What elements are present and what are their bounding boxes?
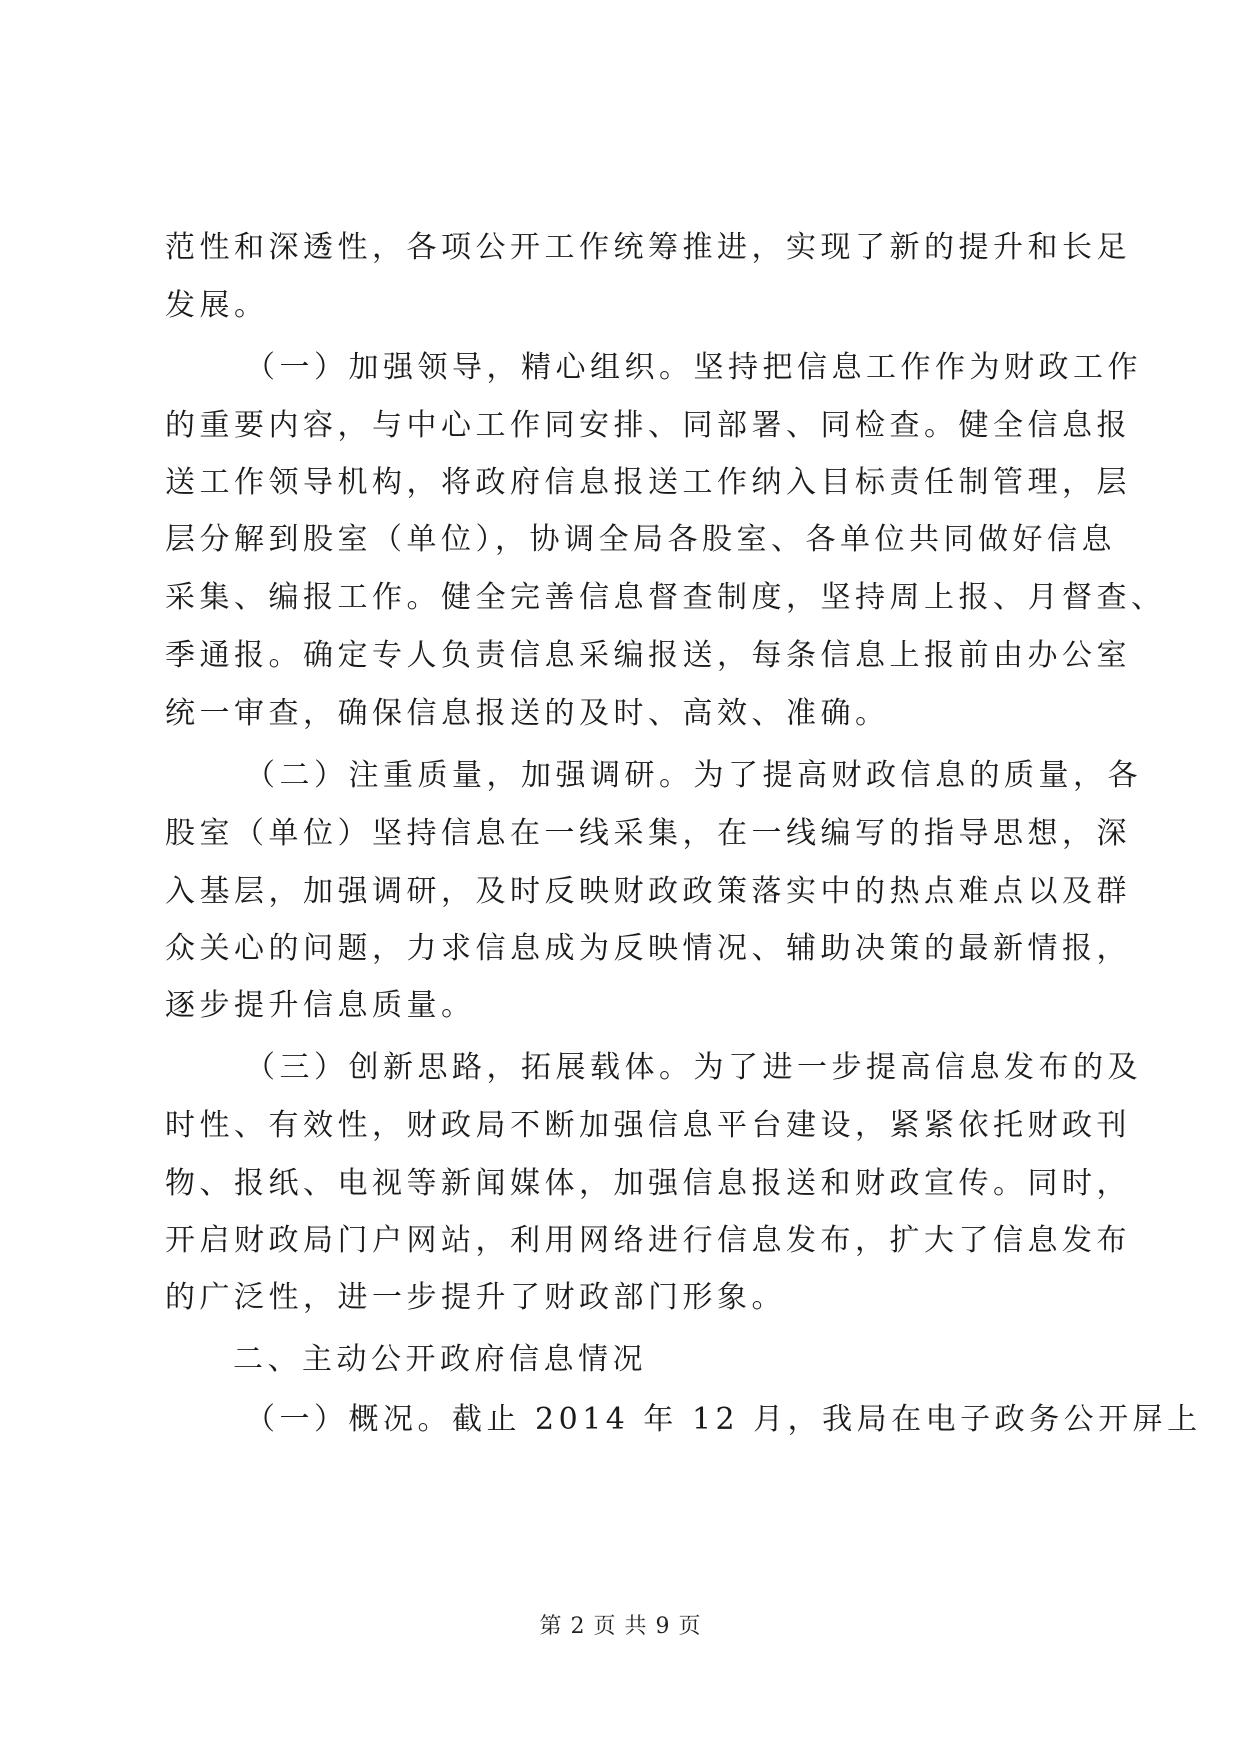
text-line: 物、报纸、电视等新闻媒体，加强信息报送和财政宣传。同时， xyxy=(165,1166,1131,1201)
text-line: 采集、编报工作。健全完善信息督查制度，坚持周上报、月督查、 xyxy=(165,580,1166,615)
text-line: 层分解到股室（单位），协调全局各股室、各单位共同做好信息 xyxy=(165,522,1116,557)
paragraph-start-line: （三）创新思路，拓展载体。为了进一步提高信息发布的及 xyxy=(245,1050,1142,1085)
text-line: 股室（单位）坚持信息在一线采集，在一线编写的指导思想，深 xyxy=(165,816,1131,851)
text-line: 入基层，加强调研，及时反映财政政策落实中的热点难点以及群 xyxy=(165,874,1131,909)
text-line: 发展。 xyxy=(165,288,269,323)
paragraph-start-line: （一）加强领导，精心组织。坚持把信息工作作为财政工作 xyxy=(245,350,1142,385)
page-number-footer: 第 2 页 共 9 页 xyxy=(539,1614,702,1639)
text-line: 逐步提升信息质量。 xyxy=(165,988,476,1023)
paragraph-start-line: （一）概况。截止 2014 年 12 月，我局在电子政务公开屏上 xyxy=(245,1402,1202,1437)
text-line: 范性和深透性，各项公开工作统筹推进，实现了新的提升和长足 xyxy=(165,230,1131,265)
text-line: 的广泛性，进一步提升了财政部门形象。 xyxy=(165,1280,786,1315)
text-line: 季通报。确定专人负责信息采编报送，每条信息上报前由办公室 xyxy=(165,638,1131,673)
text-line: 时性、有效性，财政局不断加强信息平台建设，紧紧依托财政刊 xyxy=(165,1108,1131,1143)
text-line: 送工作领导机构，将政府信息报送工作纳入目标责任制管理，层 xyxy=(165,465,1131,500)
text-line: 众关心的问题，力求信息成为反映情况、辅助决策的最新情报， xyxy=(165,931,1131,966)
paragraph-start-line: （二）注重质量，加强调研。为了提高财政信息的质量，各 xyxy=(245,758,1142,793)
text-line: 开启财政局门户网站，利用网络进行信息发布，扩大了信息发布 xyxy=(165,1223,1131,1258)
section-heading: 二、主动公开政府信息情况 xyxy=(233,1342,647,1377)
text-line: 统一审查，确保信息报送的及时、高效、准确。 xyxy=(165,696,890,731)
text-line: 的重要内容，与中心工作同安排、同部署、同检查。健全信息报 xyxy=(165,408,1131,443)
